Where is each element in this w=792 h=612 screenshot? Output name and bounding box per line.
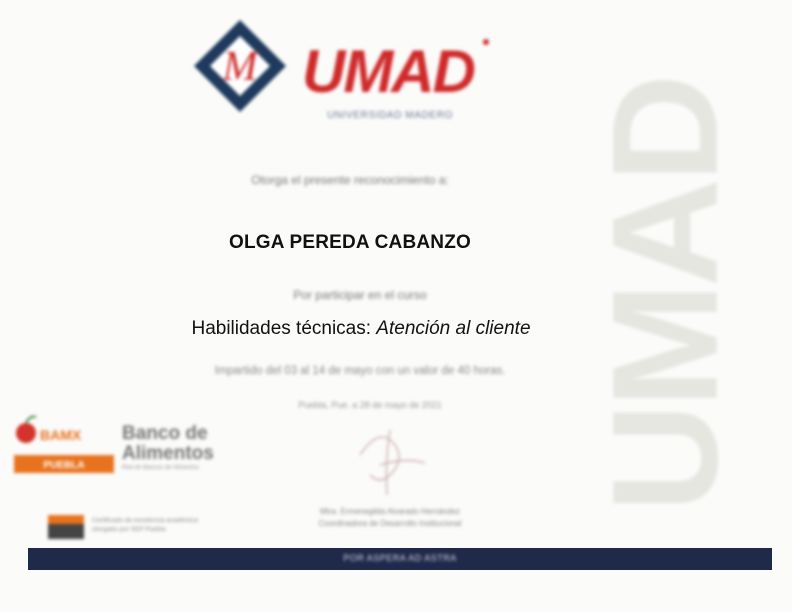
bamx-name-line1: Banco de: [122, 423, 208, 444]
logo-subtitle: UNIVERSIDAD MADERO: [327, 110, 453, 121]
course-title: [0, 318, 722, 340]
signer-name: Mtra. Ermenegilda Alvarado Hernández: [319, 507, 461, 516]
course-name: Atención al cliente: [376, 318, 531, 339]
umad-diamond-logo-icon: [194, 20, 286, 112]
certification-text: [92, 516, 272, 534]
course-prefix: Habilidades técnicas:: [191, 318, 372, 339]
bamx-logo: [10, 405, 250, 480]
certification-line1: Certificado de excelencia académica: [92, 517, 198, 524]
signer-block: [240, 506, 540, 530]
bamx-name-line2: Alimentos: [122, 443, 214, 464]
intro-text: Otorga el presente reconocimiento a:: [251, 173, 449, 187]
signature-icon: [330, 425, 450, 500]
place-date: Puebla, Pue. a 28 de mayo de 2021: [298, 400, 442, 410]
certification-line2: otorgado por SEP Puebla: [92, 526, 166, 533]
footer-bar: [28, 548, 772, 570]
bamx-city: PUEBLA: [43, 460, 85, 471]
bamx-apple-icon: [16, 417, 36, 443]
signer-title: Coordinadora de Desarrollo Institucional: [318, 519, 462, 528]
watermark-text: UMAD: [580, 78, 749, 512]
participation-text: Por participar en el curso: [293, 288, 427, 302]
umad-logo: [190, 18, 500, 128]
course-dates: Impartido del 03 al 14 de mayo con un valor de 40 horas.: [214, 365, 506, 377]
recipient-name: OLGA PEREDA CABANZO: [228, 232, 471, 253]
bamx-tagline: Red de Bancos de Alimentos: [122, 465, 200, 471]
bamx-brand: BAMX: [40, 427, 82, 443]
footer-motto: POR ASPERA AD ASTRA: [343, 553, 457, 563]
logo-brand: UMAD: [302, 38, 474, 105]
logo-monogram: M: [222, 44, 258, 90]
